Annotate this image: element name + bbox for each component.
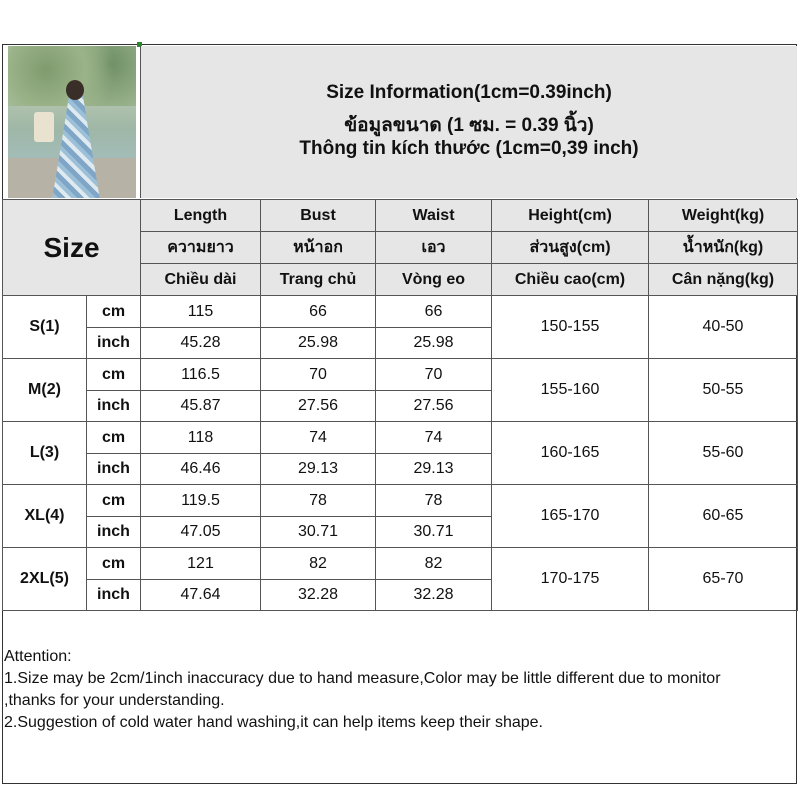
unit-inch: inch <box>87 580 141 611</box>
col-weight-en: Weight(kg) <box>649 200 798 232</box>
photo-head <box>66 80 84 100</box>
size-table <box>2 199 798 611</box>
waist-cm: 74 <box>376 422 492 454</box>
length-inch: 46.46 <box>141 454 261 485</box>
bust-cm: 78 <box>261 485 376 517</box>
col-waist-en: Waist <box>376 200 492 232</box>
waist-cm: 70 <box>376 359 492 391</box>
weight-range: 60-65 <box>649 485 798 548</box>
bust-cm: 70 <box>261 359 376 391</box>
table-row <box>3 485 798 517</box>
weight-range: 50-55 <box>649 359 798 422</box>
bust-cm: 74 <box>261 422 376 454</box>
col-length-vi: Chiều dài <box>141 264 261 296</box>
height-range: 155-160 <box>492 359 649 422</box>
weight-range: 40-50 <box>649 296 798 359</box>
col-length-en: Length <box>141 200 261 232</box>
attention-notes <box>4 646 794 734</box>
title-box <box>140 46 797 198</box>
bust-inch: 27.56 <box>261 391 376 422</box>
unit-cm: cm <box>87 296 141 328</box>
photo-bag <box>34 112 54 142</box>
waist-cm: 78 <box>376 485 492 517</box>
length-inch: 47.05 <box>141 517 261 548</box>
col-weight-th: น้ำหนัก(kg) <box>649 232 798 264</box>
waist-inch: 30.71 <box>376 517 492 548</box>
size-name: L(3) <box>3 422 87 485</box>
waist-cm: 66 <box>376 296 492 328</box>
length-cm: 121 <box>141 548 261 580</box>
table-row <box>3 422 798 454</box>
height-range: 160-165 <box>492 422 649 485</box>
size-name: M(2) <box>3 359 87 422</box>
bust-inch: 32.28 <box>261 580 376 611</box>
size-name: XL(4) <box>3 485 87 548</box>
title-thai: ข้อมูลขนาด (1 ซม. = 0.39 นิ้ว) <box>344 115 594 136</box>
unit-cm: cm <box>87 422 141 454</box>
unit-inch: inch <box>87 391 141 422</box>
height-range: 165-170 <box>492 485 649 548</box>
bust-inch: 29.13 <box>261 454 376 485</box>
note-line-1: 1.Size may be 2cm/1inch inaccuracy due to hand measure,Color may be little different due to monitor <box>4 670 721 687</box>
length-cm: 116.5 <box>141 359 261 391</box>
size-header: Size <box>3 200 141 296</box>
col-bust-vi: Trang chủ <box>261 264 376 296</box>
col-bust-en: Bust <box>261 200 376 232</box>
dress-photo-icon <box>8 46 136 198</box>
size-name: 2XL(5) <box>3 548 87 611</box>
bust-cm: 66 <box>261 296 376 328</box>
unit-cm: cm <box>87 359 141 391</box>
col-waist-vi: Vòng eo <box>376 264 492 296</box>
height-range: 150-155 <box>492 296 649 359</box>
waist-inch: 27.56 <box>376 391 492 422</box>
note-line-2: ,thanks for your understanding. <box>4 692 225 709</box>
unit-inch: inch <box>87 328 141 359</box>
title-vietnamese: Thông tin kích thước (1cm=0,39 inch) <box>299 138 639 159</box>
length-inch: 47.64 <box>141 580 261 611</box>
length-inch: 45.28 <box>141 328 261 359</box>
unit-cm: cm <box>87 548 141 580</box>
waist-cm: 82 <box>376 548 492 580</box>
col-height-vi: Chiều cao(cm) <box>492 264 649 296</box>
length-cm: 119.5 <box>141 485 261 517</box>
bust-cm: 82 <box>261 548 376 580</box>
title-english: Size Information(1cm=0.39inch) <box>326 82 612 103</box>
waist-inch: 29.13 <box>376 454 492 485</box>
col-bust-th: หน้าอก <box>261 232 376 264</box>
photo-dress <box>48 94 104 198</box>
unit-cm: cm <box>87 485 141 517</box>
table-row <box>3 296 798 328</box>
size-name: S(1) <box>3 296 87 359</box>
weight-range: 55-60 <box>649 422 798 485</box>
height-range: 170-175 <box>492 548 649 611</box>
col-height-en: Height(cm) <box>492 200 649 232</box>
col-length-th: ความยาว <box>141 232 261 264</box>
bust-inch: 30.71 <box>261 517 376 548</box>
table-row <box>3 359 798 391</box>
notes-heading: Attention: <box>4 648 72 665</box>
bust-inch: 25.98 <box>261 328 376 359</box>
weight-range: 65-70 <box>649 548 798 611</box>
length-cm: 118 <box>141 422 261 454</box>
col-waist-th: เอว <box>376 232 492 264</box>
waist-inch: 32.28 <box>376 580 492 611</box>
unit-inch: inch <box>87 517 141 548</box>
note-line-3: 2.Suggestion of cold water hand washing,it can help items keep their shape. <box>4 714 543 731</box>
length-cm: 115 <box>141 296 261 328</box>
col-weight-vi: Cân nặng(kg) <box>649 264 798 296</box>
unit-inch: inch <box>87 454 141 485</box>
length-inch: 45.87 <box>141 391 261 422</box>
col-height-th: ส่วนสูง(cm) <box>492 232 649 264</box>
table-row <box>3 548 798 580</box>
waist-inch: 25.98 <box>376 328 492 359</box>
